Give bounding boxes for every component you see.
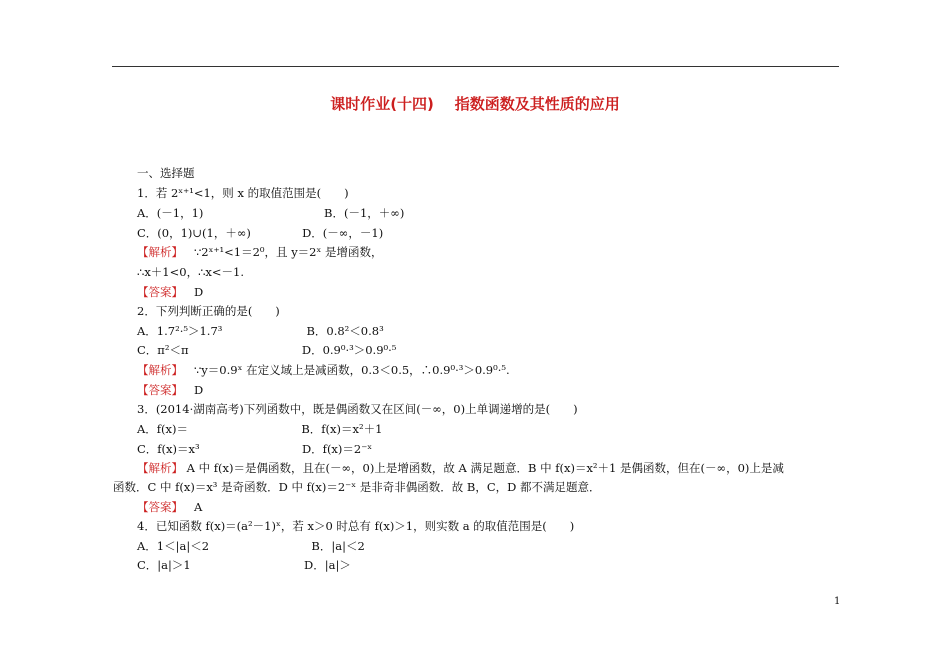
q3-analysis: 【解析】 A 中 f(x)＝是偶函数，且在(－∞，0)上是增函数，故 A 满足题意．B 中 f(x)＝x²＋1 是偶函数，但在(－∞，0)上是减 xyxy=(137,461,784,475)
question-1: 1．若 2ˣ⁺¹<1，则 x 的取值范围是( ) xyxy=(137,186,349,200)
q1-analysis: 【解析】 ∵2ˣ⁺¹<1＝2⁰，且 y＝2ˣ 是增函数， xyxy=(137,245,383,259)
answer-tag: 【答案】 xyxy=(137,383,183,397)
q1-options-ab: A．(－1，1) B．(－1，＋∞) xyxy=(137,206,405,220)
q1-answer: 【答案】 D xyxy=(137,285,204,299)
analysis-tag: 【解析】 xyxy=(137,461,183,475)
question-3: 3．(2014·湖南高考)下列函数中，既是偶函数又在区间(－∞，0)上单调递增的是( ) xyxy=(137,402,578,416)
answer-tag: 【答案】 xyxy=(137,285,183,299)
q2-options-cd: C．π²＜π D．0.9⁰·³＞0.9⁰·⁵ xyxy=(137,343,397,357)
header-rule xyxy=(112,66,839,67)
q2-answer: 【答案】 D xyxy=(137,383,204,397)
q3-analysis-cont: 函数．C 中 f(x)＝x³ 是奇函数．D 中 f(x)＝2⁻ˣ 是非奇非偶函数．故 B，C，D 都不满足题意． xyxy=(113,480,601,494)
question-2: 2．下列判断正确的是( ) xyxy=(137,304,280,318)
q3-options-ab: A．f(x)＝ B．f(x)＝x²＋1 xyxy=(137,422,383,436)
q3-answer: 【答案】 A xyxy=(137,500,203,514)
q1-options-cd: C．(0，1)∪(1，＋∞) D．(－∞，－1) xyxy=(137,226,384,240)
analysis-tag: 【解析】 xyxy=(137,363,183,377)
q1-analysis-cont: ∴x＋1<0，∴x<－1. xyxy=(137,265,244,279)
q2-analysis: 【解析】 ∵y＝0.9ˣ 在定义域上是减函数，0.3＜0.5，∴0.9⁰·³＞0.9⁰·⁵. xyxy=(137,363,510,377)
section-heading: 一、选择题 xyxy=(137,166,195,180)
q4-options-ab: A．1＜|a|＜2 B．|a|＜2 xyxy=(137,539,365,553)
page-number: 1 xyxy=(834,596,841,607)
answer-tag: 【答案】 xyxy=(137,500,183,514)
analysis-tag: 【解析】 xyxy=(137,245,183,259)
q4-options-cd: C．|a|＞1 D．|a|＞ xyxy=(137,558,351,572)
page-title: 课时作业(十四) 指数函数及其性质的应用 xyxy=(330,95,620,113)
q2-options-ab: A．1.7²·⁵＞1.7³ B．0.8²＜0.8³ xyxy=(137,324,384,338)
q3-options-cd: C．f(x)＝x³ D．f(x)＝2⁻ˣ xyxy=(137,442,373,456)
question-4: 4．已知函数 f(x)＝(a²－1)ˣ，若 x＞0 时总有 f(x)＞1，则实数 a 的取值范围是( ) xyxy=(137,519,575,533)
